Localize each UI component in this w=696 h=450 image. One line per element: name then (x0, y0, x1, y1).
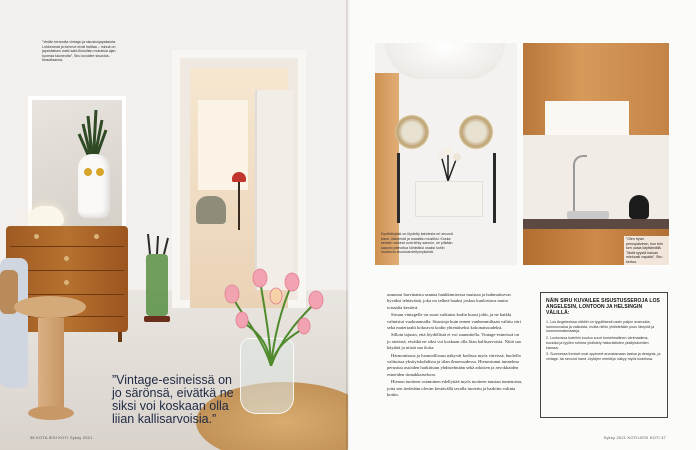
round-mirror (395, 115, 429, 149)
paragraph: Silloin tajusin, että löydöllistä ei voi suunnitella. Vintage-esineissä on jo särönsä, eivätkä ne siksi voi koskaan olla liian kallisarvoisia. Niitä saa käyttää ja niistä saa iloita. (387, 332, 521, 351)
sidebar-item: 1. Los Angelesissa nähtiin on tyypillisesti usein paljon avaruutta, luonnonvaloa ja valkoista, mutta niihin yhdistetään puun lämpöä ja luonnonmateriaaleja. (546, 320, 655, 334)
candlestick (493, 153, 496, 223)
red-lamp (232, 172, 246, 182)
sidebar-item: 3. Suomessa ihmiset ovat oppineet arvostamaan laatua ja designia, ja vintage- tai second hand -löytöjen merkitys näkyy myös kodeissa. (546, 352, 661, 361)
candlestick (397, 153, 400, 223)
side-table (14, 296, 86, 318)
sidebar-item: 2. Lontoossa koteihin kuuluu suuri tunnelmallinen värimaailma, kuvioita ja tyylien rohkea yhdistely historiallisten yksityiskohtien kanssa. (546, 336, 649, 350)
paragraph: asunnon harvinaista saunaa hankkimisessa muistaa ja huhmaitsevat hyväksi tehtävästä, joka on selkeä haaksi joskus kuulostava mutta toisaalta kestävä. (387, 292, 511, 310)
paragraph: Siruun vintagelle on suuri vaikutus kodin kuusi johti, ja ne kaikki valmistui vuokraamalla. Sisustaja kuin ennen vanhemmiltaan valittu väri sekä materiaalit kokoavat kodin yhtenäiseksi kokonaisuudeksi. (387, 312, 521, 331)
side-table-base (28, 406, 74, 420)
sidebar-box (540, 292, 668, 418)
kitchen-photo-caption: ”Olen hyvin peruspalvinen, kun tein sen uusia käyttämällä. Tästä syystä haluan mieluusti vapaita”, Siru kertoo. (624, 236, 670, 266)
pendant-lamp (385, 43, 505, 79)
kitchen-window (545, 101, 629, 137)
faucet (573, 155, 587, 211)
owl-eye-left (84, 168, 92, 176)
red-lamp-stand (238, 182, 240, 230)
owl-vase (78, 154, 110, 218)
kitchen-photo (523, 43, 669, 265)
table-lamp (28, 206, 64, 226)
pull-quote: ”Vintage-esineissä on jo särönsä, eivätkä ne siksi voi koskaan olla liian kallisarvoisia.” (112, 373, 234, 426)
armchair (196, 196, 226, 224)
countertop (523, 219, 669, 229)
dresser-leg (118, 332, 122, 342)
spine-shadow (346, 0, 350, 450)
round-mirror (459, 115, 493, 149)
folio-right: Syksy 2021 KOTILIESI KOTI 37 (603, 435, 666, 440)
article-body (387, 292, 523, 400)
flower-vase-icon (433, 147, 463, 181)
umbrella-stand-icon (140, 234, 174, 324)
tulips-icon (212, 266, 330, 366)
kettle (629, 195, 649, 219)
left-photo-caption: ”Vedän teranoita vintage-ja sisustusjapaksiota. Lohkeamat ja lommot eivät haittaa – minuä on japanilaisen wabi-sabi-filosofian mukaisia ajan tuomaa kauneutta”, Siru kuvailee sisustus-filosofiaansa. (42, 40, 117, 63)
owl-eye-right (96, 168, 104, 176)
folio-left: 36 KOTILIESI KOTI Syksy 2021 (30, 435, 93, 440)
inner-door (255, 90, 293, 290)
sink (567, 211, 609, 219)
side-table-stem (38, 318, 64, 410)
paragraph: Harmonisuus ja luonnollisuus näkyvät kodissa myös väreissä, huolella valituissa yksityiskohdissa ja tilan ilmavuudessa. Hienostunut tunnelma perustuu asioiden harkittuun yhdistelmään sekä arkisten ja arvokkaiden esineiden rinnakkaiseloon. (387, 352, 521, 377)
sidebar-title: NÄIN SIRU KUVAILEE SISUSTUSSEROJA LOS ANGELESIN, LONTOON JA HELSINGIN VÄLILLÄ: (546, 298, 660, 316)
paragraph: Hienon tuotteen ostaminen edellyttää myös tuotteen taustan tuntemista, jotta sen tiedetään olevan kestävällä tavalla tuotettu ja harkittu valinta kotiin. (387, 379, 523, 398)
white-console (415, 181, 483, 217)
console-photo-caption: Kynttilänjalat on löydetty kahdesta eri second hand -liikkeestä ja maalattu mustiksi. Koska seinien valkeat ovat tehty samoin, ne pitkään saavat patinoitua kiinteäksi osaksi kotiin muistona sisustusmieltymyksistä. (381, 232, 453, 255)
